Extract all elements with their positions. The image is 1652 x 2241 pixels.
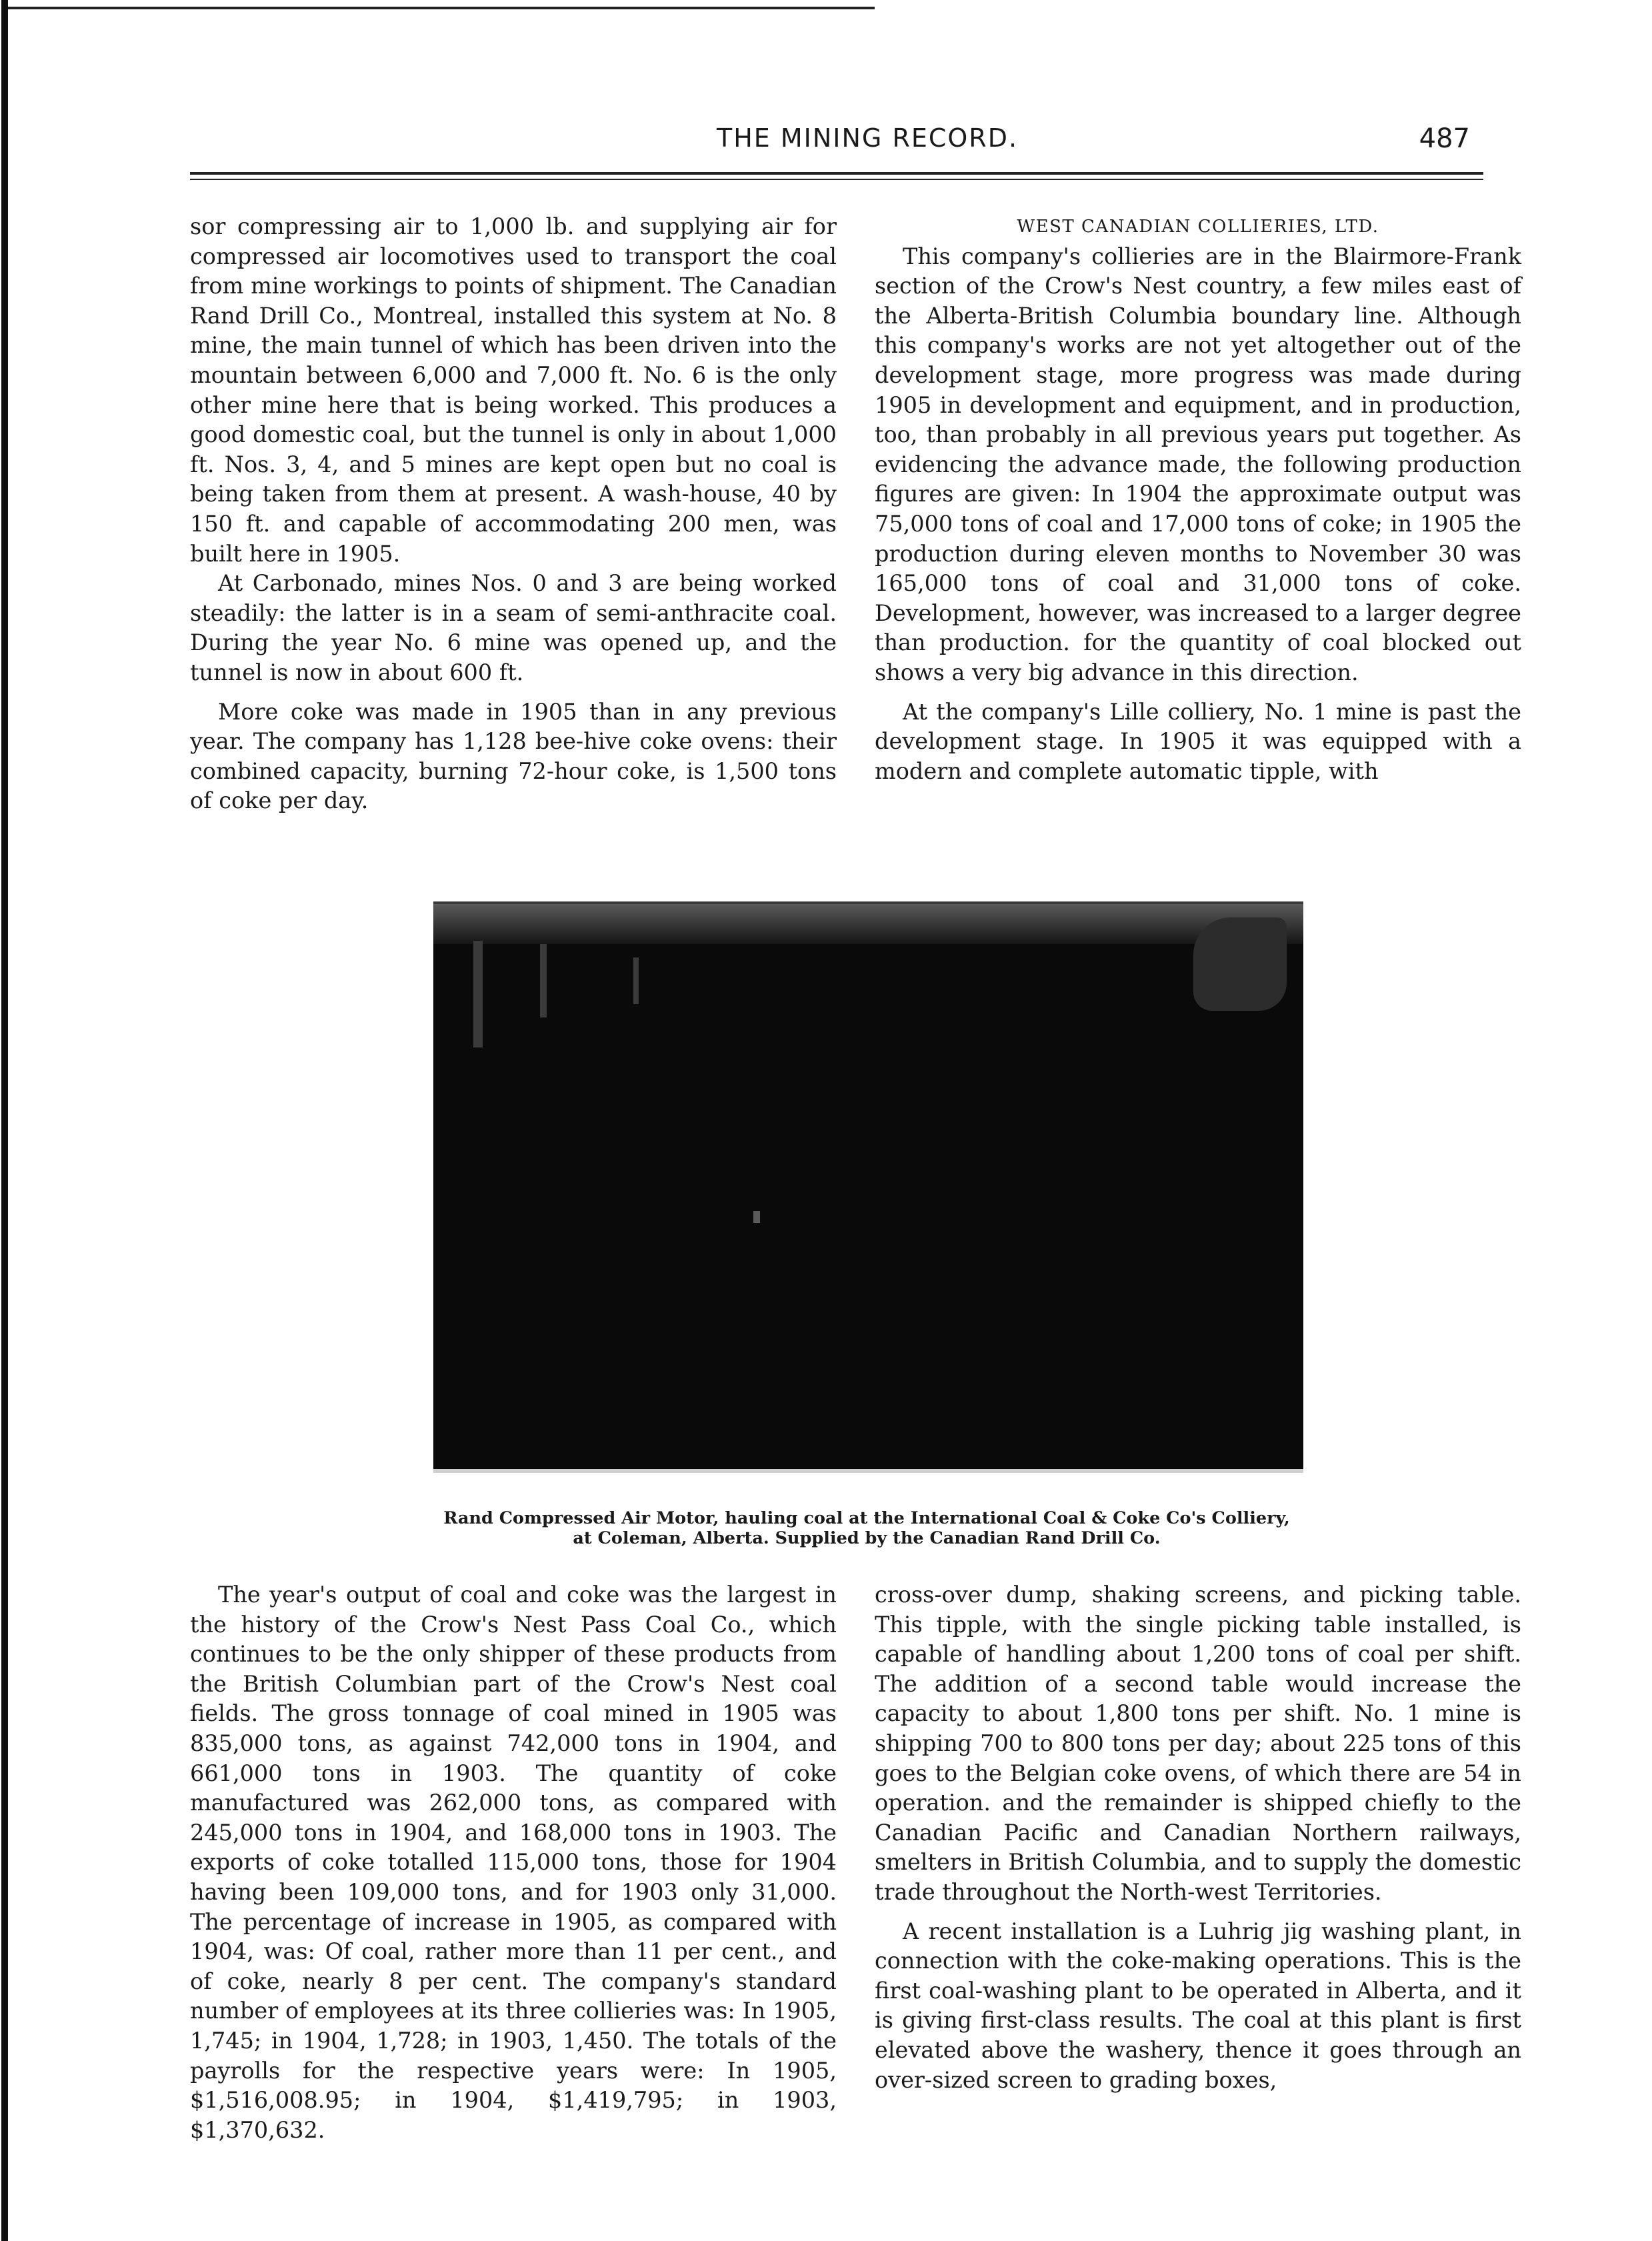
header-rule-thin bbox=[190, 179, 1483, 180]
article-column-top-right bbox=[875, 212, 1521, 786]
photo-machinery bbox=[1193, 917, 1287, 1011]
running-header bbox=[190, 123, 1483, 163]
article-column-bottom-right bbox=[875, 1580, 1521, 2095]
paragraph: At Carbonado, mines Nos. 0 and 3 are being worked steadily: the latter is in a seam of semi-anthracite coal. During the year No. 6 mine was opened up, and the tunnel is now in about 600 ft. bbox=[190, 570, 837, 685]
paragraph: This company's collieries are in the Blairmore-Frank section of the Crow's Nest country, a few miles east of the Alberta-British Columbia boundary line. Although this company's works are not yet altogether out of the development stage, more progress was made during 1905 in development and equipment, and in production, too, than probably in all previous years put together. As evidencing the advance made, the following production figures are given: In 1904 the approximate output was 75,000 tons of coal and 17,000 tons of coke; in 1905 the production during eleven months to November 30 was 165,000 tons of coal and 31,000 tons of coke. Development, however, was increased to a larger degree than production. for the quantity of coal blocked out shows a very big advance in this direction. bbox=[875, 243, 1521, 685]
article-column-bottom-left bbox=[190, 1580, 837, 2145]
journal-title: THE MINING RECORD. bbox=[717, 123, 1019, 153]
photo-highlight bbox=[753, 1211, 760, 1223]
paragraph: At the company's Lille colliery, No. 1 mine is past the development stage. In 1905 it was equipped with a modern and complete automatic tipple, with bbox=[875, 698, 1521, 784]
section-heading: WEST CANADIAN COLLIERIES, LTD. bbox=[1017, 217, 1379, 237]
header-rule-thick bbox=[190, 172, 1483, 175]
figure-caption bbox=[333, 1508, 1400, 1548]
paragraph: A recent installation is a Luhrig jig washing plant, in connection with the coke-making operations. This is the first coal-washing plant to be operated in Alberta, and it is giving first-class results. The coal at this plant is first elevated above the washery, thence it goes through an over-sized screen to grading boxes, bbox=[875, 1918, 1521, 2093]
photo-post bbox=[633, 957, 639, 1004]
page-edge-rule bbox=[1, 0, 8, 2241]
photo-post bbox=[473, 941, 483, 1047]
photo-sky bbox=[433, 904, 1303, 944]
article-column-top-left bbox=[190, 212, 837, 816]
paragraph: sor compressing air to 1,000 lb. and supplying air for compressed air locomotives used to transport the coal from mine workings to points of shipment. The Canadian Rand Drill Co., Montreal, installed this system at No. 8 mine, the main tunnel of which has been driven into the mountain between 6,000 and 7,000 ft. No. 6 is the only other mine here that is being worked. This produces a good domestic coal, but the tunnel is only in about 1,000 ft. Nos. 3, 4, and 5 mines are kept open but no coal is being taken from them at present. A wash-house, 40 by 150 ft. and capable of accommodating 200 men, was built here in 1905. bbox=[190, 213, 837, 567]
caption-line: at Coleman, Alberta. Supplied by the Canadian Rand Drill Co. bbox=[573, 1528, 1161, 1548]
page-number: 487 bbox=[1419, 123, 1470, 154]
caption-line: Rand Compressed Air Motor, hauling coal at the International Coal & Coke Co's Colliery, bbox=[443, 1508, 1290, 1528]
top-border-rule bbox=[8, 7, 875, 9]
photo-post bbox=[540, 944, 547, 1017]
photograph bbox=[433, 901, 1303, 1473]
paragraph: cross-over dump, shaking screens, and picking table. This tipple, with the single picking table installed, is capable of handling about 1,200 tons of coal per shift. The addition of a second table would increase the capacity to about 1,800 tons per shift. No. 1 mine is shipping 700 to 800 tons per day; about 225 tons of this goes to the Belgian coke ovens, of which there are 54 in operation. and the remainder is shipped chiefly to the Canadian Pacific and Canadian Northern railways, smelters in British Columbia, and to supply the domestic trade throughout the North-west Territories. bbox=[875, 1582, 1521, 1905]
paragraph: The year's output of coal and coke was the largest in the history of the Crow's Nest Pass Coal Co., which continues to be the only shipper of these products from the British Columbian part of the Crow's Nest coal fields. The gross tonnage of coal mined in 1905 was 835,000 tons, as against 742,000 tons in 1904, and 661,000 tons in 1903. The quantity of coke manufactured was 262,000 tons, as compared with 245,000 tons in 1904, and 168,000 tons in 1903. The exports of coke totalled 115,000 tons, those for 1904 having been 109,000 tons, and for 1903 only 31,000. The percentage of increase in 1905, as compared with 1904, was: Of coal, rather more than 11 per cent., and of coke, nearly 8 per cent. The company's standard number of employees at its three collieries was: In 1905, 1,745; in 1904, 1,728; in 1903, 1,450. The totals of the payrolls for the respective years were: In 1905, $1,516,008.95; in 1904, $1,419,795; in 1903, $1,370,632. bbox=[190, 1582, 837, 2143]
paragraph: More coke was made in 1905 than in any previous year. The company has 1,128 bee-hive coke ovens: their combined capacity, burning 72-hour coke, is 1,500 tons of coke per day. bbox=[190, 698, 837, 814]
